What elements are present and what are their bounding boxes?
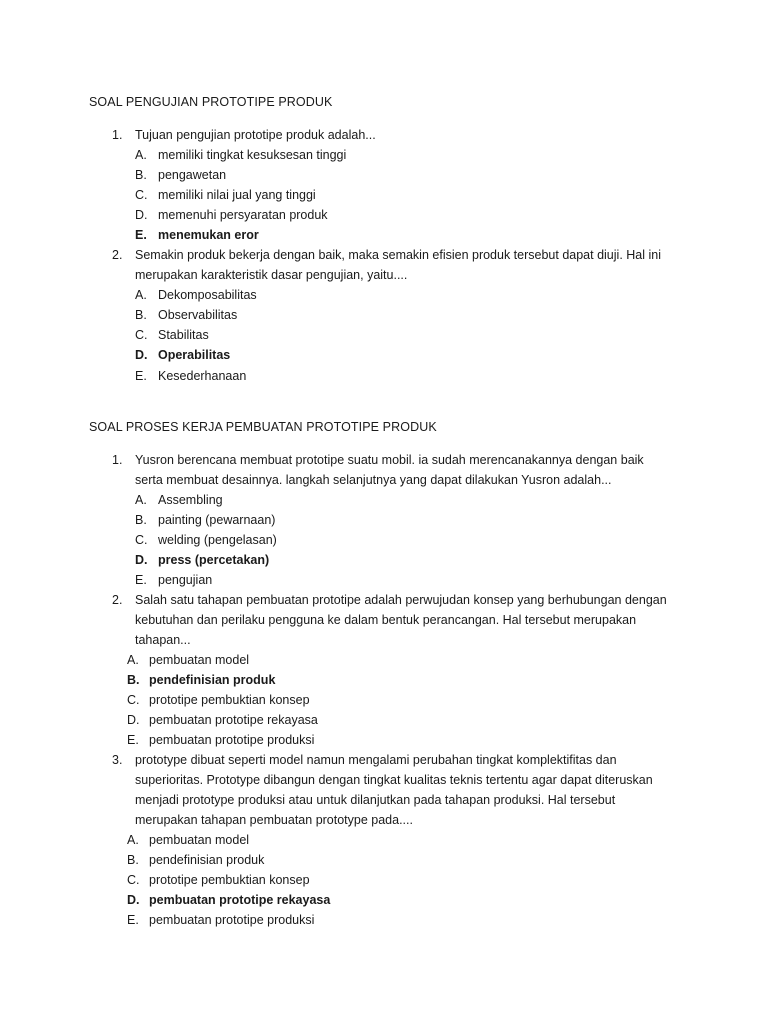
option-label: E. — [135, 369, 147, 383]
question-text: Salah satu tahapan pembuatan prototipe adalah perwujudan konsep yang berhubungan dengan — [135, 593, 667, 607]
option-text: memenuhi persyaratan produk — [158, 208, 328, 222]
question-text: merupakan karakteristik dasar pengujian, yaitu.... — [135, 268, 408, 282]
option-label: E. — [127, 733, 139, 747]
option-text: pembuatan prototipe rekayasa — [149, 713, 318, 727]
option-text-answer: press (percetakan) — [158, 553, 270, 567]
option-text: pembuatan model — [149, 833, 250, 847]
option-label: B. — [135, 168, 147, 182]
option-text: prototipe pembuktian konsep — [149, 693, 310, 707]
option-label: B. — [135, 308, 147, 322]
question-number: 2. — [112, 593, 123, 607]
option-label: A. — [135, 493, 147, 507]
question-number: 3. — [112, 753, 123, 767]
option-label: C. — [135, 533, 148, 547]
option-text: welding (pengelasan) — [158, 533, 277, 547]
option-label-answer: D. — [127, 893, 140, 907]
option-text: pembuatan model — [149, 653, 250, 667]
option-text: Assembling — [158, 493, 223, 507]
option-text-answer: pendefinisian produk — [149, 673, 276, 687]
question-text: superioritas. Prototype dibangun dengan tingkat kualitas teknis tertentu agar dapat diteruskan — [135, 773, 653, 787]
option-text: Kesederhanaan — [158, 369, 247, 383]
option-label: A. — [127, 653, 139, 667]
question-text: tahapan... — [135, 633, 191, 647]
question-text: serta membuat desainnya. langkah selanjutnya yang dapat dilakukan Yusron adalah... — [135, 473, 612, 487]
question-number: 1. — [112, 128, 123, 142]
option-text: painting (pewarnaan) — [158, 513, 276, 527]
section-title-proses-kerja: SOAL PROSES KERJA PEMBUATAN PROTOTIPE PRODUK — [89, 420, 437, 434]
option-text: memiliki nilai jual yang tinggi — [158, 188, 316, 202]
option-label: D. — [135, 208, 148, 222]
option-label-answer: D. — [135, 348, 148, 362]
question-number: 2. — [112, 248, 123, 262]
option-text-answer: pembuatan prototipe rekayasa — [149, 893, 331, 907]
question-text: prototype dibuat seperti model namun mengalami perubahan tingkat komplektifitas dan — [135, 753, 617, 767]
option-text-answer: menemukan eror — [158, 228, 259, 242]
option-label: A. — [127, 833, 139, 847]
option-text: Stabilitas — [158, 328, 209, 342]
question-text: Yusron berencana membuat prototipe suatu mobil. ia sudah merencanakannya dengan baik — [135, 453, 644, 467]
question-text: menjadi prototype produksi atau untuk dilanjutkan pada tahapan produksi. Hal tersebut — [135, 793, 616, 807]
question-text: merupakan tahapan pembuatan prototype pada.... — [135, 813, 413, 827]
question-text: Semakin produk bekerja dengan baik, maka semakin efisien produk tersebut dapat diuji. Hal ini — [135, 248, 661, 262]
option-text: pengujian — [158, 573, 213, 587]
option-label-answer: D. — [135, 553, 148, 567]
option-label: C. — [135, 188, 148, 202]
option-text: Observabilitas — [158, 308, 238, 322]
option-text: Dekomposabilitas — [158, 288, 257, 302]
option-text-answer: Operabilitas — [158, 348, 231, 362]
option-label: E. — [135, 573, 147, 587]
question-text: Tujuan pengujian prototipe produk adalah... — [135, 128, 376, 142]
question-text: kebutuhan dan perilaku pengguna ke dalam bentuk perancangan. Hal tersebut merupakan — [135, 613, 637, 627]
option-text: pengawetan — [158, 168, 227, 182]
option-label-answer: E. — [135, 228, 147, 242]
option-label: A. — [135, 288, 147, 302]
option-label: A. — [135, 148, 147, 162]
option-text: pembuatan prototipe produksi — [149, 913, 315, 927]
question-number: 1. — [112, 453, 123, 467]
option-text: pembuatan prototipe produksi — [149, 733, 315, 747]
option-label: C. — [135, 328, 148, 342]
option-label: D. — [127, 713, 140, 727]
option-label: C. — [127, 873, 140, 887]
option-label: B. — [135, 513, 147, 527]
option-text: prototipe pembuktian konsep — [149, 873, 310, 887]
option-text: memiliki tingkat kesuksesan tinggi — [158, 148, 347, 162]
option-label: C. — [127, 693, 140, 707]
option-label: B. — [127, 853, 139, 867]
option-label-answer: B. — [127, 673, 140, 687]
section-title-pengujian: SOAL PENGUJIAN PROTOTIPE PRODUK — [89, 95, 333, 109]
option-text: pendefinisian produk — [149, 853, 265, 867]
option-label: E. — [127, 913, 139, 927]
